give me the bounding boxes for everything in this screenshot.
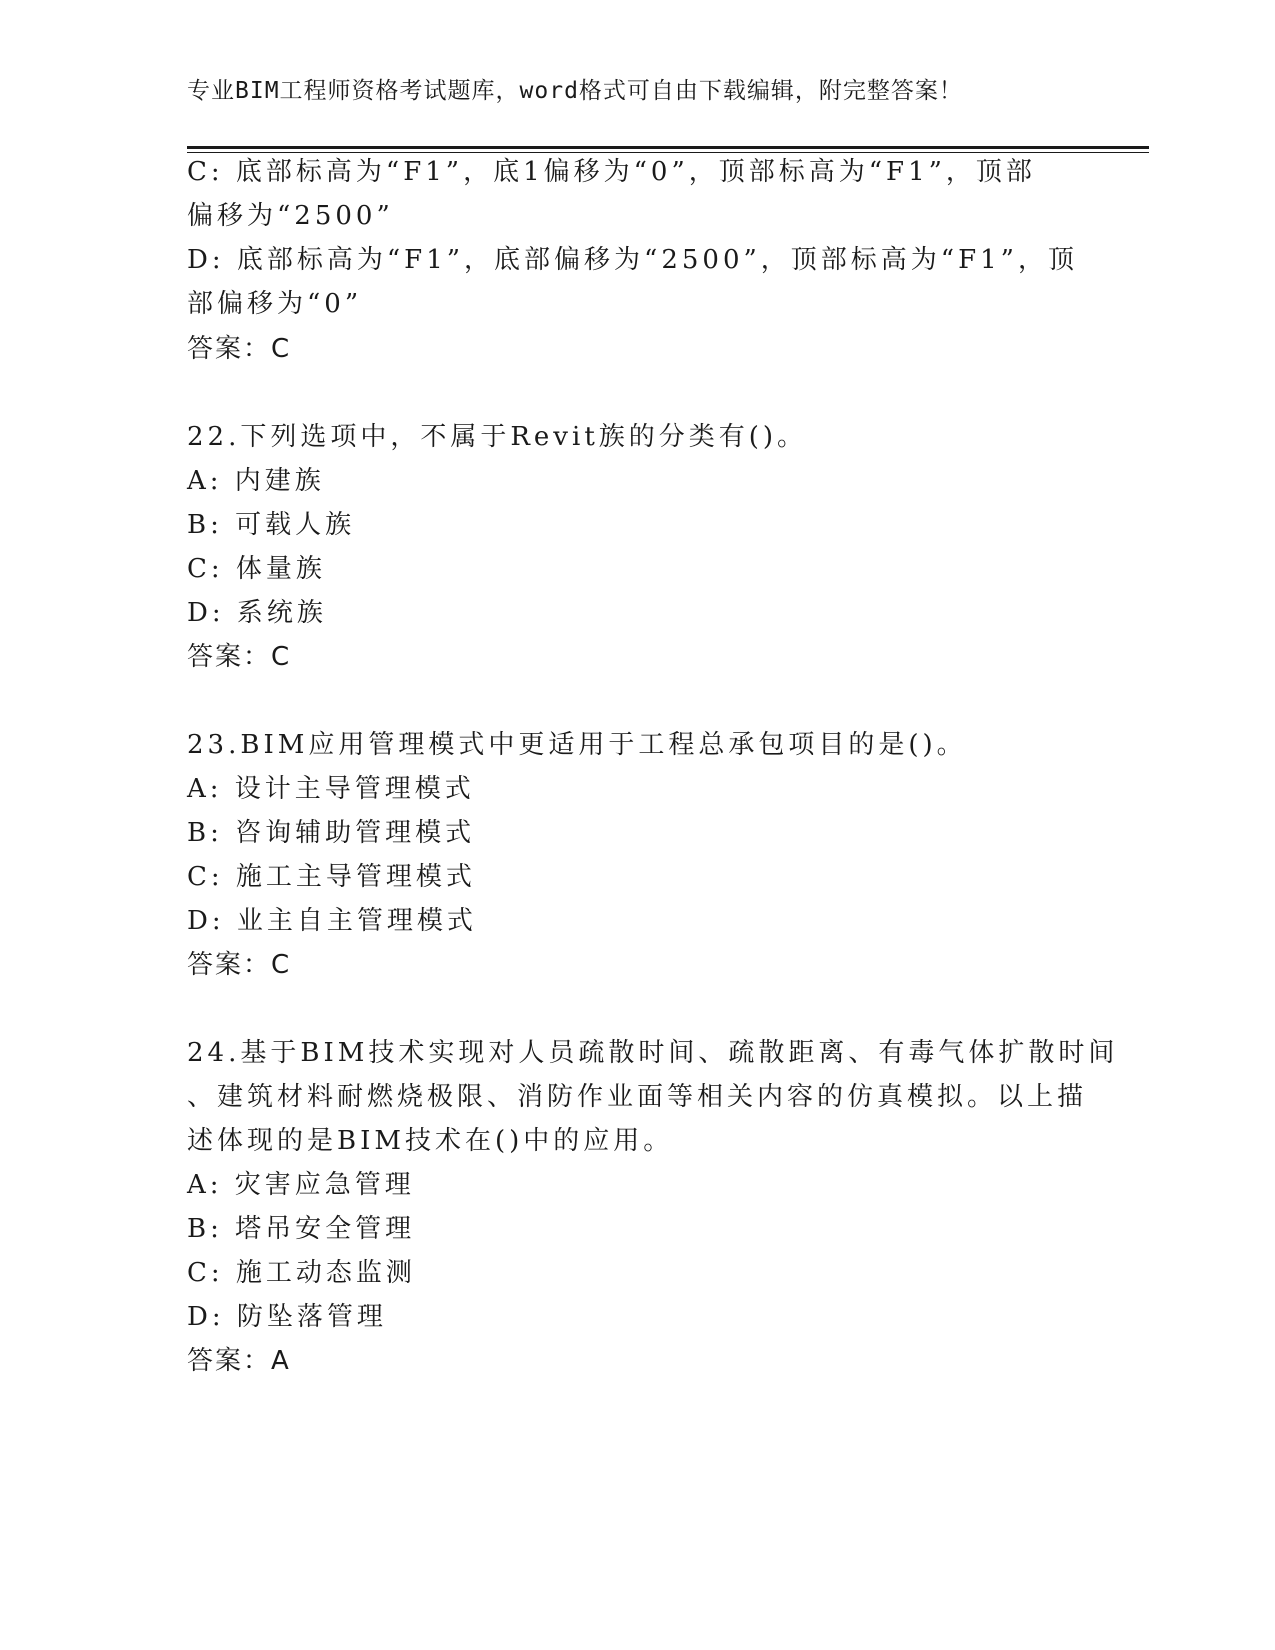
- q22-question: 22.下列选项中，不属于Revit族的分类有()。: [187, 422, 808, 452]
- q24-question-line3: 述体现的是BIM技术在()中的应用。: [187, 1126, 674, 1156]
- q23-option-d: D: 业主自主管理模式: [187, 906, 477, 936]
- q23-option-b: B: 咨询辅助管理模式: [187, 818, 476, 848]
- header-divider-thin: [187, 152, 1149, 153]
- header-divider-thick: [187, 146, 1149, 149]
- q23-option-c: C: 施工主导管理模式: [187, 862, 476, 892]
- q24-option-a: A: 灾害应急管理: [187, 1170, 415, 1200]
- q21-option-d-line1: D: 底部标高为“F1”，底部偏移为“2500”，顶部标高为“F1”，顶: [187, 245, 1078, 275]
- q23-answer: 答案：C: [187, 950, 292, 980]
- q24-question-line2: 、建筑材料耐燃烧极限、消防作业面等相关内容的仿真模拟。以上描: [187, 1082, 1088, 1112]
- q22-option-d: D: 系统族: [187, 598, 327, 628]
- q23-question: 23.BIM应用管理模式中更适用于工程总承包项目的是()。: [187, 730, 967, 760]
- q22-option-b: B: 可载人族: [187, 510, 356, 540]
- q24-option-c: C: 施工动态监测: [187, 1258, 416, 1288]
- q24-answer: 答案：A: [187, 1346, 291, 1376]
- q22-option-c: C: 体量族: [187, 554, 326, 584]
- q24-question-line1: 24.基于BIM技术实现对人员疏散时间、疏散距离、有毒气体扩散时间: [187, 1038, 1119, 1068]
- q21-answer: 答案：C: [187, 334, 292, 364]
- q23-option-a: A: 设计主导管理模式: [187, 774, 475, 804]
- q22-answer: 答案：C: [187, 642, 292, 672]
- q24-option-d: D: 防坠落管理: [187, 1302, 387, 1332]
- q22-option-a: A: 内建族: [187, 466, 325, 496]
- q21-option-d-line2: 部偏移为“0”: [187, 289, 363, 319]
- q21-option-c-line1: C: 底部标高为“F1”，底1偏移为“0”，顶部标高为“F1”，顶部: [187, 157, 1036, 187]
- q21-option-c-line2: 偏移为“2500”: [187, 201, 394, 231]
- page-header: 专业BIM工程师资格考试题库，word格式可自由下载编辑，附完整答案！: [187, 78, 963, 104]
- q24-option-b: B: 塔吊安全管理: [187, 1214, 416, 1244]
